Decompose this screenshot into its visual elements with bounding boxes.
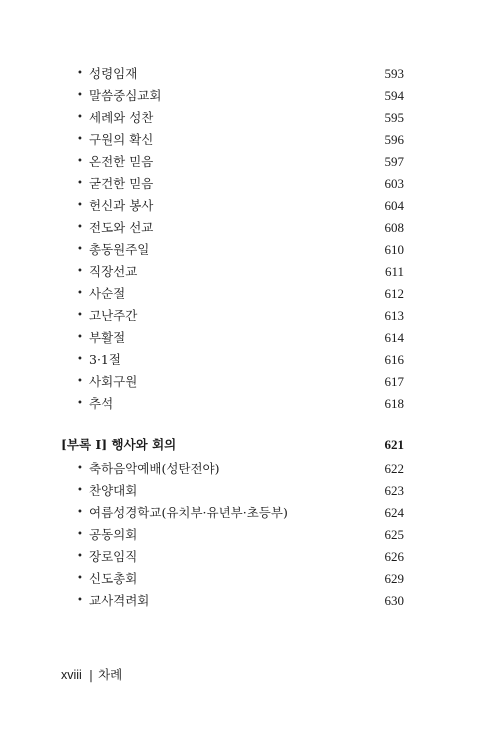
toc-entry-page: 603: [384, 176, 404, 191]
toc-entry: [77, 546, 404, 568]
toc-entry-page: 629: [384, 571, 404, 586]
toc-entry: [77, 393, 404, 415]
toc-entry-page: 623: [384, 483, 404, 498]
toc-entry-page: 630: [384, 593, 404, 608]
bullet-icon: •: [77, 200, 83, 211]
toc-entry-page: 593: [384, 66, 404, 81]
bullet-icon: •: [77, 222, 83, 233]
toc-entry-page: 610: [384, 242, 404, 257]
bullet-icon: •: [77, 156, 83, 167]
bullet-icon: •: [77, 573, 83, 584]
bullet-icon: •: [77, 134, 83, 145]
toc-entry-title: 신도총회: [89, 571, 138, 586]
toc-entry-title: 추석: [89, 396, 114, 411]
bullet-icon: •: [77, 551, 83, 562]
toc-entry-page: 613: [384, 308, 404, 323]
toc-entry: [77, 173, 404, 195]
toc-entry: [77, 151, 404, 173]
toc-entry-title: 공동의회: [89, 527, 138, 542]
bullet-icon: •: [77, 68, 83, 79]
toc-entry-title: 구원의 확신: [89, 132, 154, 147]
bullet-icon: •: [77, 398, 83, 409]
toc-entry-page: 625: [384, 527, 404, 542]
toc-entry: [77, 85, 404, 107]
toc-entry-title: 교사격려회: [89, 593, 150, 608]
toc-entry-title: 전도와 선교: [89, 220, 154, 235]
toc-entry-page: 608: [384, 220, 404, 235]
running-title: 차례: [98, 667, 123, 682]
toc-entry-title: 총동원주일: [89, 242, 150, 257]
bullet-icon: •: [77, 310, 83, 321]
toc-entry-page: 597: [384, 154, 404, 169]
bullet-icon: •: [77, 595, 83, 606]
toc-entry-page: 614: [384, 330, 404, 345]
toc-entry: [77, 458, 404, 480]
toc-entry-page: 624: [384, 505, 404, 520]
toc-entry-page: 612: [384, 286, 404, 301]
toc-entry-title: 장로임직: [89, 549, 138, 564]
bullet-icon: •: [77, 529, 83, 540]
toc-entry-title: 사회구원: [89, 374, 138, 389]
toc-entry: [77, 327, 404, 349]
toc-entry-page: 594: [384, 88, 404, 103]
toc-entry-title: 여름성경학교(유치부·유년부·초등부): [89, 505, 288, 520]
toc-entry: [77, 590, 404, 612]
bullet-icon: •: [77, 244, 83, 255]
toc-entry: [77, 195, 404, 217]
bullet-icon: •: [77, 485, 83, 496]
toc-entry-page: 604: [384, 198, 404, 213]
toc-entry: [77, 349, 404, 371]
toc-entry: [77, 524, 404, 546]
section-page: 621: [384, 437, 404, 452]
toc-entry: [77, 371, 404, 393]
toc-entry-title: 3·1절: [89, 352, 121, 367]
toc-entry-page: 616: [384, 352, 404, 367]
toc-entry-title: 헌신과 봉사: [89, 198, 154, 213]
toc-entry-title: 직장선교: [89, 264, 138, 279]
toc-entry-page: 596: [384, 132, 404, 147]
bullet-icon: •: [77, 112, 83, 123]
toc-entry: [77, 502, 404, 524]
bullet-icon: •: [77, 288, 83, 299]
toc-entry: [77, 305, 404, 327]
toc-entry: [77, 63, 404, 85]
toc-entry-page: 618: [384, 396, 404, 411]
page-number: xviii: [61, 668, 82, 682]
toc-entry: [77, 568, 404, 590]
toc-section-heading: [61, 434, 404, 456]
bullet-icon: •: [77, 376, 83, 387]
toc-entry-title: 세례와 성찬: [89, 110, 154, 125]
bullet-icon: •: [77, 354, 83, 365]
toc-entry-page: 611: [384, 264, 404, 279]
toc-entry-page: 622: [384, 461, 404, 476]
toc-entry-title: 축하음악예배(성탄전야): [89, 461, 220, 476]
toc-entry-page: 617: [384, 374, 404, 389]
toc-entry: [77, 239, 404, 261]
toc-entry-page: 595: [384, 110, 404, 125]
toc-entry-title: 사순절: [89, 286, 126, 301]
toc-entry: [77, 129, 404, 151]
toc-entry-title: 고난주간: [89, 308, 138, 323]
footer-separator: |: [88, 667, 94, 682]
page-footer: [61, 666, 122, 684]
toc-entry: [77, 480, 404, 502]
bullet-icon: •: [77, 332, 83, 343]
bullet-icon: •: [77, 178, 83, 189]
toc-entry: [77, 283, 404, 305]
toc-entry-title: 온전한 믿음: [89, 154, 154, 169]
toc-entry: [77, 107, 404, 129]
toc-entry-title: 굳건한 믿음: [89, 176, 154, 191]
toc-entry-title: 부활절: [89, 330, 126, 345]
bullet-icon: •: [77, 266, 83, 277]
toc-entry-title: 성령임재: [89, 66, 138, 81]
section-title: [부록 I] 행사와 회의: [61, 437, 177, 452]
bullet-icon: •: [77, 507, 83, 518]
toc-entry: [77, 217, 404, 239]
toc-entry: [77, 261, 404, 283]
toc-entry-page: 626: [384, 549, 404, 564]
bullet-icon: •: [77, 90, 83, 101]
toc-entry-title: 찬양대회: [89, 483, 138, 498]
toc-entry-title: 말씀중심교회: [89, 88, 162, 103]
bullet-icon: •: [77, 463, 83, 474]
